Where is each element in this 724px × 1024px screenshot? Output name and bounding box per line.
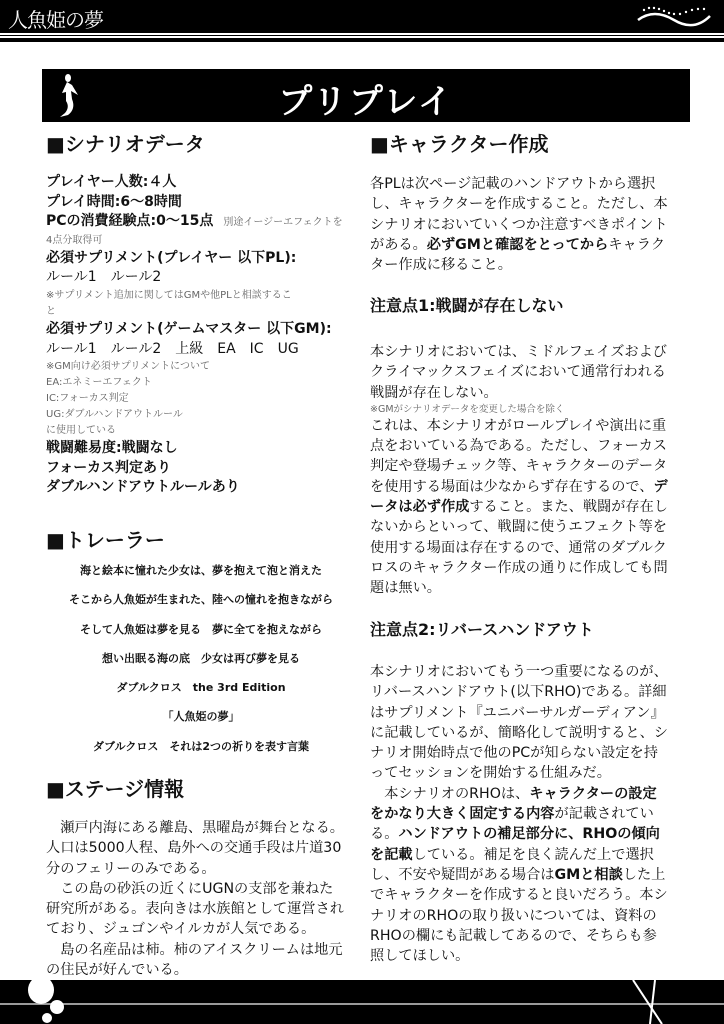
- text-line: [370, 885, 668, 905]
- title-bar: [42, 69, 690, 122]
- text-line: [46, 459, 343, 479]
- text-line: [370, 255, 668, 275]
- text-line: [46, 859, 344, 879]
- text-line: [46, 644, 356, 673]
- text-line: [370, 703, 668, 723]
- text-line: [370, 174, 668, 194]
- text-segment: 人口は5000人程、島外への交通手段は片道30: [46, 840, 342, 857]
- text-line: [370, 235, 668, 255]
- text-segment: を使用する場面は少なからず存在するので、: [370, 478, 654, 495]
- text-line: [46, 732, 356, 761]
- text-line: [370, 215, 668, 235]
- inline-note: 別途イージーエフェクトを: [223, 217, 343, 229]
- text-segment: ダブルクロス それは2つの祈りを表す言葉: [93, 739, 309, 753]
- text-line: ※サプリメント追加に関してはGMや他PLと相談するこ: [46, 289, 292, 301]
- text-segment: ないからといって、戦闘に使うエフェクト等を: [370, 519, 667, 536]
- brand-title: 人魚姫の夢: [8, 8, 103, 32]
- text-line: [46, 478, 343, 498]
- text-segment: これは、本シナリオがロールプレイや演出に重: [370, 417, 667, 434]
- text-line: [370, 578, 668, 598]
- heading-note-1: 注意点1:戦闘が存在しない: [370, 296, 564, 315]
- text-segment: 海と絵本に憧れた少女は、夢を抱えて泡と消えた: [80, 564, 322, 577]
- note-1-text: [370, 342, 668, 599]
- text-line: EA:エネミーエフェクト: [46, 377, 152, 389]
- text-line: ※GMがシナリオデータを変更した場合を除く: [370, 403, 565, 415]
- page-footer: [0, 980, 724, 1024]
- text-segment: ダブルクロス the 3rd Edition: [116, 681, 286, 695]
- text-line: [370, 383, 668, 403]
- text-line: [370, 845, 668, 865]
- text-line: [46, 919, 344, 939]
- text-line: [370, 784, 668, 804]
- text-line: [370, 682, 668, 702]
- header-rule: [0, 35, 724, 36]
- scenario-data-list: [46, 173, 343, 498]
- text-segment: ており、ジュゴンやイルカが人気である。: [46, 921, 316, 938]
- text-line: [370, 865, 668, 885]
- text-segment: RHOの欄にも記載してあるので、そちらも参: [370, 927, 657, 944]
- text-line: [370, 763, 668, 783]
- text-line: [370, 926, 668, 946]
- text-segment: 本シナリオのRHOは、: [370, 785, 530, 802]
- text-segment: 点をおいている為である。ただし、フォーカス: [370, 438, 667, 455]
- text-line: [370, 436, 668, 456]
- text-line: [370, 342, 668, 362]
- text-segment: 瀬戸内海にある離島、黒曜島が舞台となる。: [46, 820, 344, 836]
- text-segment: ター作成に移ること。: [370, 257, 512, 274]
- page-title: プリプレイ: [278, 82, 454, 122]
- text-segment: 題は無い。: [370, 580, 441, 597]
- heading-stage-info: ■ステージ情報: [46, 777, 185, 801]
- text-line: [370, 743, 668, 763]
- page-header: [0, 0, 724, 33]
- text-line: [46, 879, 344, 899]
- text-segment: 本シナリオにおいては、ミドルフェイズおよび: [370, 344, 667, 360]
- text-segment: 使用する場面は存在するので、通常のダブルク: [370, 539, 667, 556]
- text-line: [46, 249, 343, 269]
- bold-text-segment: PCの消費経験点:0〜15点: [46, 213, 214, 230]
- text-segment: 各PLは次ページ記載のハンドアウトから選択: [370, 176, 656, 192]
- text-segment: キャラク: [608, 236, 666, 253]
- text-line: ※GM向け必須サプリメントについて: [46, 361, 210, 373]
- text-line: [46, 940, 344, 960]
- bold-text-segment: プレイヤー人数:４人: [46, 174, 177, 190]
- bold-text-segment: プレイ時間:6〜8時間: [46, 193, 182, 210]
- text-line: [370, 723, 668, 743]
- text-segment: 本シナリオにおいてもう一つ重要になるのが、: [370, 664, 668, 680]
- text-segment: が記載されてい: [554, 806, 654, 823]
- bold-text-segment: 必須サプリメント(ゲームマスター 以下GM):: [46, 320, 332, 337]
- heading-trailer: ■トレーラー: [46, 528, 165, 552]
- bold-text-segment: ハンドアウトの補足部分に、RHOの傾向: [398, 826, 660, 843]
- header-rule-thick: [0, 38, 724, 42]
- text-line: [46, 193, 343, 213]
- bold-text-segment: ダブルハンドアウトルールあり: [46, 479, 240, 496]
- text-line: [370, 362, 668, 382]
- text-line: [46, 212, 343, 233]
- bold-text-segment: 必須サプリメント(プレイヤー 以下PL):: [46, 249, 297, 266]
- text-segment: ってセッションを開始する仕組みだ。: [370, 765, 611, 782]
- text-line: [370, 456, 668, 476]
- bold-text-segment: を記載: [370, 846, 413, 863]
- heading-scenario-data: ■シナリオデータ: [46, 132, 205, 156]
- text-segment: 分のフェリーのみである。: [46, 860, 216, 877]
- text-segment: 研究所がある。表向きは水族館として運営され: [46, 901, 344, 918]
- bold-text-segment: フォーカス判定あり: [46, 459, 172, 476]
- text-line: [46, 268, 343, 288]
- text-line: 4点分取得可: [46, 234, 103, 246]
- bold-text-segment: 戦闘難易度:戦闘なし: [46, 440, 178, 457]
- text-segment: 照してほしい。: [370, 948, 470, 965]
- text-line: [370, 804, 668, 824]
- character-creation-text: [370, 174, 668, 275]
- text-segment: クライマックスフェイズにおいて通常行われる: [370, 364, 666, 381]
- text-segment: ナリオのRHOの取り扱いについては、資料の: [370, 907, 657, 924]
- text-line: IC:フォーカス判定: [46, 393, 129, 405]
- text-line: [370, 517, 668, 537]
- text-line: [46, 585, 356, 614]
- text-line: [370, 538, 668, 558]
- text-segment: ルール1 ルール2: [46, 269, 162, 286]
- text-line: [46, 340, 343, 360]
- text-line: [370, 194, 668, 214]
- text-segment: し、不安や疑問がある場合は: [370, 866, 555, 883]
- trailer-text: [46, 556, 356, 761]
- text-line: UG:ダブルハンドアウトルール: [46, 409, 183, 421]
- text-segment: の住民が好んでいる。: [46, 962, 188, 979]
- text-line: [370, 824, 668, 844]
- text-segment: はサプリメント『ユニバーサルガーディアン』: [370, 704, 665, 721]
- text-line: [370, 662, 668, 682]
- text-segment: し、キャラクターを作成すること。ただし、本: [370, 196, 668, 213]
- text-line: と: [46, 305, 56, 317]
- text-line: [46, 702, 356, 731]
- text-line: [370, 558, 668, 578]
- text-line: [370, 906, 668, 926]
- text-line: に使用している: [46, 425, 116, 437]
- text-segment: している。補足を良く読んだ上で選択: [412, 846, 654, 863]
- text-segment: そして人魚姫は夢を見る 夢に全てを抱えながら: [80, 622, 322, 636]
- bold-text-segment: デ: [653, 478, 668, 495]
- text-line: [46, 960, 344, 980]
- text-line: [370, 497, 668, 517]
- bold-text-segment: GMと相談: [554, 866, 623, 883]
- text-line: [46, 615, 356, 644]
- note-2-text: [370, 662, 668, 966]
- heading-character-creation: ■キャラクター作成: [370, 132, 549, 156]
- text-segment: ロスのキャラクター作成の通りに作成しても問: [370, 559, 668, 576]
- text-segment: 戦闘が存在しない。: [370, 384, 498, 401]
- stage-info-text: [46, 818, 344, 980]
- text-line: [46, 838, 344, 858]
- bubbles-icon: [0, 980, 724, 1024]
- text-segment: でキャラクターを作成すると良いだろう。本シ: [370, 887, 668, 904]
- heading-note-2: 注意点2:リバースハンドアウト: [370, 620, 594, 639]
- text-line: [46, 173, 343, 193]
- text-segment: に記載しているが、簡略化して説明すると、シ: [370, 724, 668, 741]
- text-line: [46, 439, 343, 459]
- text-segment: 島の名産品は柿。柿のアイスクリームは地元: [46, 941, 343, 958]
- text-line: [46, 320, 343, 340]
- text-line: [46, 556, 356, 585]
- text-line: [370, 477, 668, 497]
- text-segment: リバースハンドアウト(以下RHO)である。詳細: [370, 684, 667, 701]
- text-segment: がある。: [370, 236, 427, 253]
- bold-text-segment: 必ずGMと確認をとってから: [426, 236, 609, 253]
- text-segment: ルール1 ルール2 上級 EA IC UG: [46, 340, 299, 357]
- text-segment: すること。また、戦闘が存在し: [469, 499, 668, 516]
- text-segment: 判定や登場チェック等、キャラクターのデータ: [370, 458, 668, 475]
- text-segment: シナリオにおいていくつか注意すべきポイント: [370, 216, 668, 233]
- bold-text-segment: をかなり大きく固定する内容: [370, 806, 555, 823]
- text-segment: この島の砂浜の近くにUGNの支部を兼ねた: [46, 880, 334, 897]
- bold-text-segment: キャラクターの設定: [529, 785, 657, 802]
- text-segment: る。: [370, 826, 399, 843]
- text-line: [370, 416, 668, 436]
- text-segment: ナリオ開始時点で他のPCが知らない設定を持: [370, 745, 658, 762]
- wave-ornament-icon: [634, 4, 714, 30]
- text-segment: そこから人魚姫が生まれた、陸への憧れを抱きながら: [69, 593, 333, 607]
- text-line: [46, 899, 344, 919]
- text-line: [46, 673, 356, 702]
- text-segment: 想い出眠る海の底 少女は再び夢を見る: [102, 651, 300, 665]
- text-segment: した上: [622, 866, 666, 883]
- text-segment: 「人魚姫の夢」: [162, 710, 240, 724]
- text-line: [370, 946, 668, 966]
- bold-text-segment: ータは必ず作成: [370, 499, 470, 516]
- text-line: [46, 818, 344, 838]
